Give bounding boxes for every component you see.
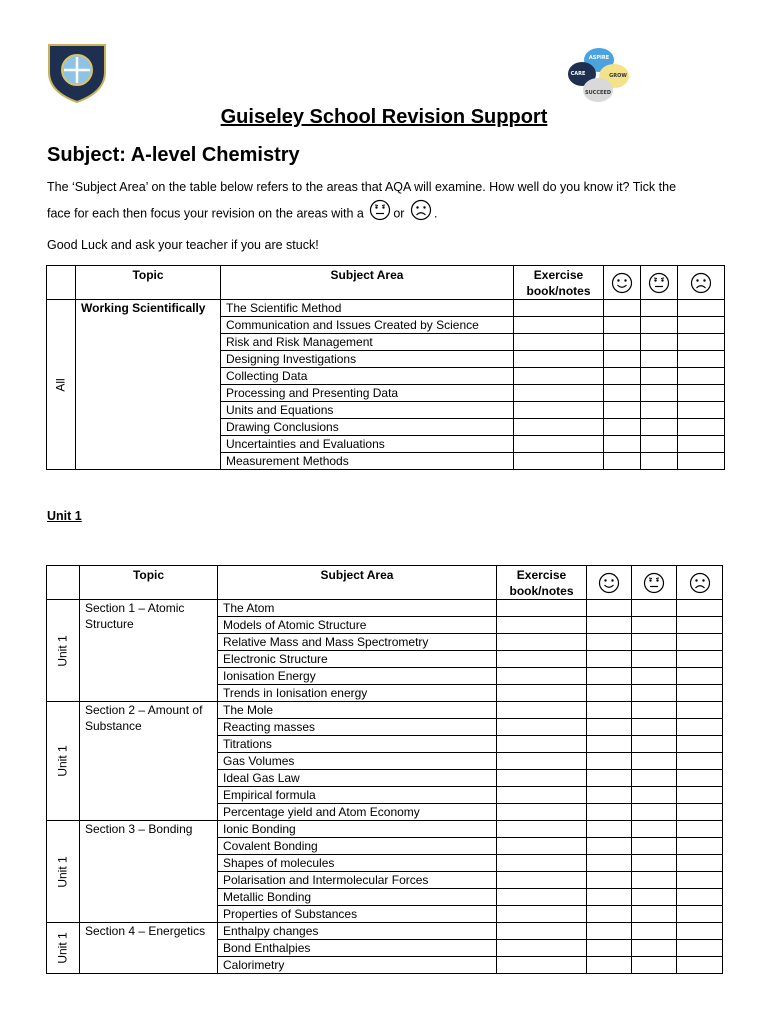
frown-tick-cell[interactable] (678, 300, 725, 317)
subject-area-cell: Trends in Ionisation energy (218, 685, 497, 702)
subject-area-cell: Units and Equations (221, 402, 514, 419)
neutral-tick-cell[interactable] (641, 317, 678, 334)
exercise-book-cell[interactable] (497, 634, 587, 651)
neutral-tick-cell[interactable] (632, 770, 677, 787)
exercise-book-cell[interactable] (514, 317, 604, 334)
exercise-book-cell[interactable] (497, 889, 587, 906)
subject-area-cell: Uncertainties and Evaluations (221, 436, 514, 453)
frown-tick-cell[interactable] (677, 685, 723, 702)
smile-tick-cell[interactable] (604, 300, 641, 317)
exercise-book-cell[interactable] (497, 753, 587, 770)
neutral-tick-cell[interactable] (632, 668, 677, 685)
exercise-book-cell[interactable] (497, 804, 587, 821)
table-row (47, 300, 725, 317)
exercise-book-cell[interactable] (497, 855, 587, 872)
exercise-book-cell[interactable] (514, 368, 604, 385)
neutral-tick-cell[interactable] (632, 872, 677, 889)
aspire-care-grow-succeed-logo (562, 44, 634, 106)
subject-area-cell: Enthalpy changes (218, 923, 497, 940)
logo-word-care: CARE (570, 71, 586, 77)
exercise-book-cell[interactable] (497, 617, 587, 634)
subject-area-cell: The Scientific Method (221, 300, 514, 317)
neutral-face-icon (369, 199, 391, 221)
table-row (47, 702, 723, 719)
logo-word-aspire: ASPIRE (588, 55, 610, 61)
intro-period: . (433, 206, 438, 221)
frown-tick-cell[interactable] (677, 855, 723, 872)
subject-area-cell: Empirical formula (218, 787, 497, 804)
intro-line-2 (47, 203, 437, 225)
table-header-row (47, 566, 723, 600)
smile-tick-cell[interactable] (587, 923, 632, 940)
section-side-label (47, 300, 76, 470)
frown-tick-cell[interactable] (678, 385, 725, 402)
frown-icon (689, 572, 711, 594)
subject-area-cell: Relative Mass and Mass Spectrometry (218, 634, 497, 651)
smile-tick-cell[interactable] (587, 651, 632, 668)
frown-tick-cell[interactable] (677, 821, 723, 838)
table-row (47, 600, 723, 617)
exercise-book-cell[interactable] (514, 334, 604, 351)
neutral-tick-cell[interactable] (641, 300, 678, 317)
exercise-book-cell[interactable] (514, 419, 604, 436)
subject-area-cell: Titrations (218, 736, 497, 753)
frown-tick-cell[interactable] (677, 804, 723, 821)
smile-tick-cell[interactable] (604, 317, 641, 334)
topic-column-header: Topic (76, 266, 221, 300)
exercise-book-cell[interactable] (514, 300, 604, 317)
exercise-book-cell[interactable] (514, 402, 604, 419)
neutral-tick-cell[interactable] (632, 736, 677, 753)
exercise-book-cell[interactable] (497, 821, 587, 838)
exercise-book-cell[interactable] (514, 385, 604, 402)
exercise-book-cell[interactable] (497, 838, 587, 855)
subject-area-cell: Designing Investigations (221, 351, 514, 368)
neutral-tick-cell[interactable] (632, 923, 677, 940)
exercise-book-cell[interactable] (497, 957, 587, 974)
exercise-book-cell[interactable] (497, 787, 587, 804)
exercise-book-cell[interactable] (497, 906, 587, 923)
frown-icon (410, 199, 432, 221)
section-side-label (47, 923, 80, 974)
neutral-tick-cell[interactable] (632, 787, 677, 804)
exercise-book-cell[interactable] (497, 770, 587, 787)
smile-tick-cell[interactable] (587, 685, 632, 702)
smile-tick-cell[interactable] (587, 804, 632, 821)
smile-icon-column-header (604, 266, 641, 300)
exercise-book-cell[interactable] (497, 702, 587, 719)
neutral-tick-cell[interactable] (641, 385, 678, 402)
exercise-book-cell[interactable] (497, 923, 587, 940)
frown-icon-column-header (678, 266, 725, 300)
smile-tick-cell[interactable] (604, 368, 641, 385)
neutral-face-icon (643, 572, 665, 594)
frown-tick-cell[interactable] (677, 668, 723, 685)
smile-tick-cell[interactable] (587, 872, 632, 889)
topic-column-header: Topic (80, 566, 218, 600)
side-label-text: Unit 1 (55, 634, 70, 667)
table-row (47, 923, 723, 940)
subject-heading: Subject: A-level Chemistry (47, 144, 300, 166)
smile-tick-cell[interactable] (604, 351, 641, 368)
frown-tick-cell[interactable] (678, 351, 725, 368)
subject-area-cell: The Mole (218, 702, 497, 719)
smile-tick-cell[interactable] (587, 940, 632, 957)
neutral-tick-cell[interactable] (632, 719, 677, 736)
smile-tick-cell[interactable] (587, 668, 632, 685)
subject-area-cell: Metallic Bonding (218, 889, 497, 906)
frown-tick-cell[interactable] (677, 957, 723, 974)
side-label-text: Unit 1 (55, 932, 70, 964)
topic-cell: Section 2 – Amount of Substance (80, 702, 218, 821)
frown-tick-cell[interactable] (678, 334, 725, 351)
exercise-book-cell[interactable] (497, 719, 587, 736)
smile-tick-cell[interactable] (587, 770, 632, 787)
smile-tick-cell[interactable] (604, 419, 641, 436)
subject-area-cell: Communication and Issues Created by Science (221, 317, 514, 334)
subject-area-cell: Reacting masses (218, 719, 497, 736)
frown-tick-cell[interactable] (677, 600, 723, 617)
logo-word-succeed: SUCCEED (585, 90, 611, 96)
subject-area-cell: Shapes of molecules (218, 855, 497, 872)
intro-or-text: or (393, 206, 405, 221)
subject-area-cell: The Atom (218, 600, 497, 617)
frown-tick-cell[interactable] (678, 317, 725, 334)
subject-area-cell: Risk and Risk Management (221, 334, 514, 351)
subject-area-cell: Ionic Bonding (218, 821, 497, 838)
smile-tick-cell[interactable] (604, 334, 641, 351)
neutral-tick-cell[interactable] (632, 634, 677, 651)
neutral-tick-cell[interactable] (632, 940, 677, 957)
frown-tick-cell[interactable] (677, 719, 723, 736)
frown-tick-cell[interactable] (678, 402, 725, 419)
side-label-text: Unit 1 (55, 855, 70, 888)
smile-icon-column-header (587, 566, 632, 600)
frown-tick-cell[interactable] (678, 436, 725, 453)
subject-area-cell: Processing and Presenting Data (221, 385, 514, 402)
smile-tick-cell[interactable] (604, 385, 641, 402)
frown-tick-cell[interactable] (677, 634, 723, 651)
neutral-tick-cell[interactable] (641, 419, 678, 436)
unit-1-table (46, 565, 723, 974)
subject-area-cell: Bond Enthalpies (218, 940, 497, 957)
smile-tick-cell[interactable] (587, 787, 632, 804)
neutral-face-icon-column-header (641, 266, 678, 300)
frown-tick-cell[interactable] (677, 753, 723, 770)
smile-tick-cell[interactable] (587, 600, 632, 617)
exercise-book-cell[interactable] (514, 436, 604, 453)
subject-area-cell: Electronic Structure (218, 651, 497, 668)
exercise-column-header: Exercise book/notes (514, 266, 604, 300)
school-crest-logo (46, 42, 108, 104)
frown-tick-cell[interactable] (677, 617, 723, 634)
smile-tick-cell[interactable] (587, 753, 632, 770)
side-label-text: Unit 1 (55, 745, 70, 777)
smile-icon (598, 572, 620, 594)
subject-area-cell: Properties of Substances (218, 906, 497, 923)
neutral-tick-cell[interactable] (632, 838, 677, 855)
topic-cell: Section 1 – Atomic Structure (80, 600, 218, 702)
smile-tick-cell[interactable] (587, 855, 632, 872)
frown-tick-cell[interactable] (677, 736, 723, 753)
subject-area-cell: Ideal Gas Law (218, 770, 497, 787)
frown-tick-cell[interactable] (677, 702, 723, 719)
subject-area-column-header: Subject Area (218, 566, 497, 600)
frown-tick-cell[interactable] (677, 770, 723, 787)
frown-tick-cell[interactable] (677, 872, 723, 889)
neutral-tick-cell[interactable] (632, 855, 677, 872)
subject-area-cell: Calorimetry (218, 957, 497, 974)
intro-line-3: Good Luck and ask your teacher if you are stuck! (47, 238, 319, 252)
neutral-tick-cell[interactable] (632, 651, 677, 668)
exercise-book-cell[interactable] (497, 872, 587, 889)
subject-area-cell: Polarisation and Intermolecular Forces (218, 872, 497, 889)
exercise-book-cell[interactable] (497, 600, 587, 617)
smile-tick-cell[interactable] (587, 838, 632, 855)
frown-tick-cell[interactable] (678, 453, 725, 470)
section-side-label (47, 702, 80, 821)
frown-tick-cell[interactable] (677, 838, 723, 855)
neutral-tick-cell[interactable] (641, 436, 678, 453)
frown-icon (690, 272, 712, 294)
neutral-tick-cell[interactable] (641, 368, 678, 385)
frown-tick-cell[interactable] (678, 419, 725, 436)
smile-tick-cell[interactable] (587, 719, 632, 736)
logo-word-grow: GROW (609, 73, 627, 79)
unit-1-heading: Unit 1 (47, 509, 82, 523)
neutral-tick-cell[interactable] (632, 957, 677, 974)
subject-area-cell: Collecting Data (221, 368, 514, 385)
neutral-tick-cell[interactable] (632, 906, 677, 923)
neutral-tick-cell[interactable] (632, 600, 677, 617)
side-label-text: All (54, 377, 68, 392)
intro-line-2-text: face for each then focus your revision on the areas with a (47, 206, 364, 221)
subject-area-cell: Ionisation Energy (218, 668, 497, 685)
subject-area-cell: Models of Atomic Structure (218, 617, 497, 634)
neutral-tick-cell[interactable] (632, 889, 677, 906)
subject-area-column-header: Subject Area (221, 266, 514, 300)
topic-cell: Working Scientifically (76, 300, 221, 470)
section-side-label (47, 600, 80, 702)
frown-tick-cell[interactable] (677, 787, 723, 804)
neutral-tick-cell[interactable] (632, 702, 677, 719)
subject-area-cell: Drawing Conclusions (221, 419, 514, 436)
smile-tick-cell[interactable] (604, 402, 641, 419)
section-side-label (47, 821, 80, 923)
exercise-book-cell[interactable] (497, 736, 587, 753)
header-blank-cell (47, 566, 80, 600)
topic-cell: Section 3 – Bonding (80, 821, 218, 923)
frown-tick-cell[interactable] (677, 889, 723, 906)
exercise-book-cell[interactable] (497, 940, 587, 957)
subject-area-cell: Measurement Methods (221, 453, 514, 470)
smile-tick-cell[interactable] (587, 906, 632, 923)
neutral-tick-cell[interactable] (641, 351, 678, 368)
intro-line-1: The ‘Subject Area’ on the table below refers to the areas that AQA will examine. How well do you know it? Tick the (47, 180, 677, 194)
neutral-tick-cell[interactable] (632, 804, 677, 821)
frown-tick-cell[interactable] (677, 651, 723, 668)
frown-tick-cell[interactable] (677, 906, 723, 923)
neutral-tick-cell[interactable] (641, 334, 678, 351)
neutral-tick-cell[interactable] (641, 453, 678, 470)
smile-tick-cell[interactable] (604, 436, 641, 453)
smile-tick-cell[interactable] (587, 821, 632, 838)
smile-tick-cell[interactable] (587, 617, 632, 634)
smile-tick-cell[interactable] (587, 634, 632, 651)
subject-area-cell: Percentage yield and Atom Economy (218, 804, 497, 821)
neutral-face-icon-column-header (632, 566, 677, 600)
exercise-book-cell[interactable] (514, 453, 604, 470)
neutral-tick-cell[interactable] (632, 821, 677, 838)
smile-icon (611, 272, 633, 294)
working-scientifically-table (46, 265, 725, 470)
header-blank-cell (47, 266, 76, 300)
frown-tick-cell[interactable] (677, 923, 723, 940)
page-title: Guiseley School Revision Support (220, 106, 548, 128)
exercise-book-cell[interactable] (497, 668, 587, 685)
neutral-tick-cell[interactable] (641, 402, 678, 419)
subject-area-cell: Gas Volumes (218, 753, 497, 770)
neutral-tick-cell[interactable] (632, 617, 677, 634)
exercise-book-cell[interactable] (514, 351, 604, 368)
frown-tick-cell[interactable] (677, 940, 723, 957)
table-header-row (47, 266, 725, 300)
subject-area-cell: Covalent Bonding (218, 838, 497, 855)
frown-tick-cell[interactable] (678, 368, 725, 385)
neutral-tick-cell[interactable] (632, 685, 677, 702)
smile-tick-cell[interactable] (604, 453, 641, 470)
smile-tick-cell[interactable] (587, 957, 632, 974)
neutral-face-icon (648, 272, 670, 294)
smile-tick-cell[interactable] (587, 736, 632, 753)
smile-tick-cell[interactable] (587, 889, 632, 906)
table-row (47, 821, 723, 838)
smile-tick-cell[interactable] (587, 702, 632, 719)
exercise-column-header: Exercise book/notes (497, 566, 587, 600)
topic-cell: Section 4 – Energetics (80, 923, 218, 974)
exercise-book-cell[interactable] (497, 651, 587, 668)
frown-icon-column-header (677, 566, 723, 600)
exercise-book-cell[interactable] (497, 685, 587, 702)
neutral-tick-cell[interactable] (632, 753, 677, 770)
